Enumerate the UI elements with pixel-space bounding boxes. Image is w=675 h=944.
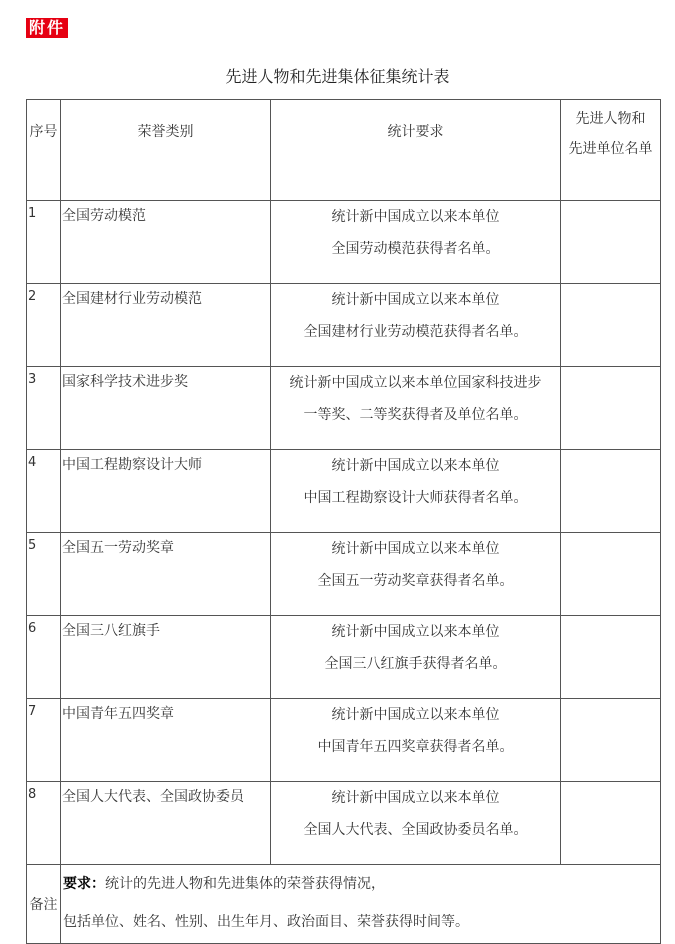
table-row xyxy=(27,201,661,284)
table-row xyxy=(27,450,661,533)
row-number: 4 xyxy=(27,450,61,533)
row-category: 全国五一劳动奖章 xyxy=(61,533,271,616)
table-row xyxy=(27,367,661,450)
note-content xyxy=(61,865,661,944)
table-row xyxy=(27,782,661,865)
row-requirement-line1: 统计新中国成立以来本单位 xyxy=(331,458,500,474)
row-names-cell[interactable] xyxy=(561,450,661,533)
row-requirement xyxy=(271,533,561,616)
row-names-cell[interactable] xyxy=(561,533,661,616)
row-requirement-line2: 全国三八红旗手获得者名单。 xyxy=(324,656,507,672)
header-names-line2: 先进单位名单 xyxy=(568,141,653,157)
row-names-cell[interactable] xyxy=(561,201,661,284)
note-row xyxy=(27,865,661,944)
row-requirement xyxy=(271,699,561,782)
row-names-cell[interactable] xyxy=(561,367,661,450)
row-number: 6 xyxy=(27,616,61,699)
note-label: 备注 xyxy=(27,865,61,944)
row-requirement xyxy=(271,367,561,450)
attachment-badge: 附件 xyxy=(26,18,68,38)
row-requirement xyxy=(271,782,561,865)
note-key: 要求： xyxy=(63,876,105,892)
row-requirement-line1: 统计新中国成立以来本单位 xyxy=(331,790,500,806)
row-category: 国家科学技术进步奖 xyxy=(61,367,271,450)
row-requirement-line1: 统计新中国成立以来本单位国家科技进步 xyxy=(289,375,542,391)
row-category: 全国建材行业劳动模范 xyxy=(61,284,271,367)
table-row xyxy=(27,616,661,699)
row-requirement-line1: 统计新中国成立以来本单位 xyxy=(331,292,500,308)
table-header-row xyxy=(27,100,661,201)
row-number: 8 xyxy=(27,782,61,865)
row-names-cell[interactable] xyxy=(561,284,661,367)
row-requirement-line2: 全国劳动模范获得者名单。 xyxy=(331,241,500,257)
row-requirement xyxy=(271,201,561,284)
row-requirement-line1: 统计新中国成立以来本单位 xyxy=(331,624,500,640)
row-requirement-line2: 全国人大代表、全国政协委员名单。 xyxy=(303,822,528,838)
row-requirement-line2: 中国青年五四奖章获得者名单。 xyxy=(317,739,514,755)
row-number: 3 xyxy=(27,367,61,450)
table-row xyxy=(27,284,661,367)
row-requirement-line2: 全国五一劳动奖章获得者名单。 xyxy=(317,573,514,589)
header-names-line1: 先进人物和 xyxy=(575,111,646,127)
row-number: 7 xyxy=(27,699,61,782)
row-requirement-line2: 全国建材行业劳动模范获得者名单。 xyxy=(303,324,528,340)
statistics-table xyxy=(26,99,661,944)
row-names-cell[interactable] xyxy=(561,782,661,865)
row-category: 中国青年五四奖章 xyxy=(61,699,271,782)
row-number: 5 xyxy=(27,533,61,616)
row-requirement xyxy=(271,616,561,699)
note-line1-text: 统计的先进人物和先进集体的荣誉获得情况， xyxy=(105,876,385,892)
page-title: 先进人物和先进集体征集统计表 xyxy=(225,67,450,86)
note-line2: 包括单位、姓名、性别、出生年月、政治面目、荣誉获得时间等。 xyxy=(63,914,469,930)
header-category: 荣誉类别 xyxy=(61,100,271,201)
header-no: 序号 xyxy=(27,100,61,201)
row-requirement-line2: 一等奖、二等奖获得者及单位名单。 xyxy=(303,407,528,423)
row-category: 全国人大代表、全国政协委员 xyxy=(61,782,271,865)
note-line1 xyxy=(63,865,660,903)
row-requirement-line1: 统计新中国成立以来本单位 xyxy=(331,541,500,557)
row-category: 全国劳动模范 xyxy=(61,201,271,284)
row-requirement-line1: 统计新中国成立以来本单位 xyxy=(331,707,500,723)
row-names-cell[interactable] xyxy=(561,616,661,699)
table-row xyxy=(27,699,661,782)
table-row xyxy=(27,533,661,616)
header-names xyxy=(561,100,661,201)
row-requirement-line1: 统计新中国成立以来本单位 xyxy=(331,209,500,225)
row-requirement xyxy=(271,450,561,533)
row-number: 2 xyxy=(27,284,61,367)
row-category: 中国工程勘察设计大师 xyxy=(61,450,271,533)
row-category: 全国三八红旗手 xyxy=(61,616,271,699)
row-requirement-line2: 中国工程勘察设计大师获得者名单。 xyxy=(303,490,528,506)
row-number: 1 xyxy=(27,201,61,284)
row-names-cell[interactable] xyxy=(561,699,661,782)
header-requirement: 统计要求 xyxy=(271,100,561,201)
row-requirement xyxy=(271,284,561,367)
